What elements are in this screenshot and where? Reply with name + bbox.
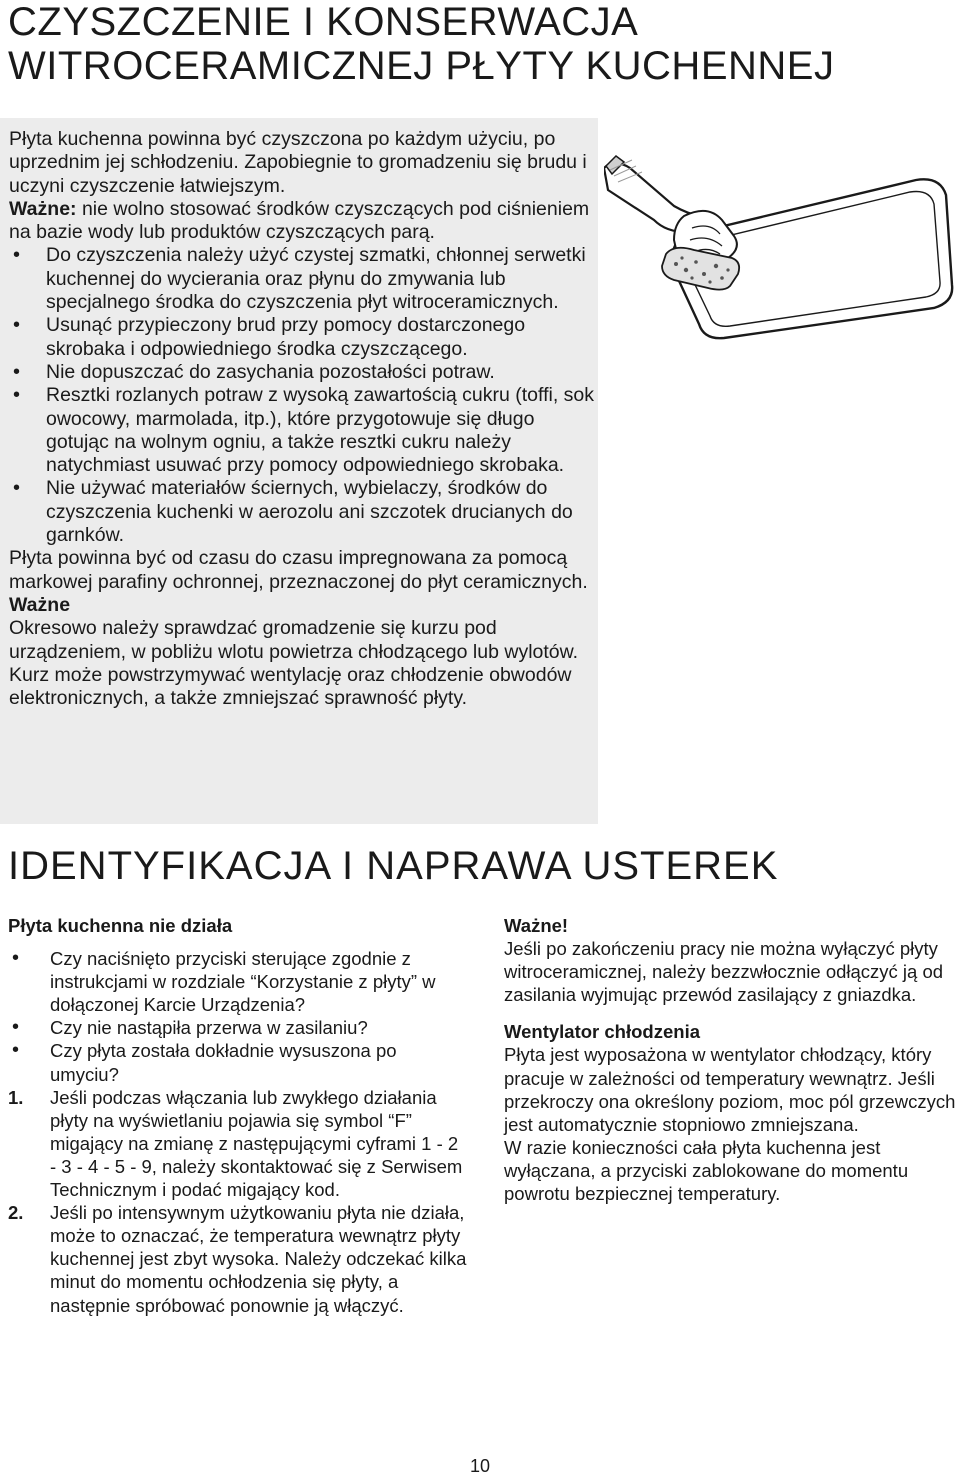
hob-not-working-heading: Płyta kuchenna nie działa — [8, 915, 233, 936]
check-bullets — [8, 947, 468, 1086]
troubleshooting-left-column — [8, 914, 468, 1317]
hand-cleaning-cooktop-icon — [604, 140, 956, 340]
step-text: Jeśli podczas włączania lub zwykłego działania płyty na wyświetlaniu pojawia się symbol “F” migający na zmianę z następującymi cyframi 1 - 2 - 3 - 4 - 5 - 9, należy skontaktować się z Serwisem Technicznym i podać migający kod. — [50, 1086, 463, 1201]
list-item: • Czy naciśnięto przyciski sterujące zgodnie z instrukcjami w rozdziale “Korzystanie z płyty” w dołączonej Karcie Urządzenia? — [8, 947, 468, 1016]
intro-paragraph: Płyta kuchenna powinna być czyszczona po każdym użyciu, po uprzednim jej schłodzeniu. Zapobiegnie to gromadzeniu się brudu i uczyni czyszczenie łatwiejszym. — [9, 128, 587, 197]
list-item — [8, 1201, 468, 1316]
important-paragraph: Okresowo należy sprawdzać gromadzenie się kurzu pod urządzeniem, w pobliżu wlotu powietrza chłodzącego lub wylotów. Kurz może powstrzymywać wentylację oraz chłodzenie obwodów elektronicznych, a także zmniejszać sprawność płyty. — [9, 617, 579, 710]
title-line-1: CZYSZCZENIE I KONSERWACJA — [8, 0, 639, 44]
paraffin-paragraph: Płyta powinna być od czasu do czasu impregnowana za pomocą markowej parafiny ochronnej, przeznaczonej do płyt ceramicznych. — [9, 547, 588, 593]
list-item: • Do czyszczenia należy użyć czystej szmatki, chłonnej serwetki kuchennej do wycierania oraz płynu do zmywania lub specjalnego środka do czyszczenia płyt witroceramicznych. — [9, 244, 599, 314]
important-paragraph-2: Jeśli po zakończeniu pracy nie można wyłączyć płyty witroceramicznej, należy bezzwłocznie odłączyć ją od zasilania wyjmując przewód zasilający z gniazdka. — [504, 938, 944, 1006]
numbered-steps — [8, 1086, 468, 1317]
important-heading-text: Ważne — [9, 593, 71, 616]
step-number: 1. — [8, 1086, 24, 1108]
list-item: • Nie używać materiałów ściernych, wybielaczy, środków do czyszczenia kuchenki w aerozolu ani szczotek drucianych do garnków. — [9, 477, 599, 547]
section-title-troubleshooting: IDENTYFIKACJA I NAPRAWA USTEREK — [8, 844, 779, 888]
fan-heading: Wentylator chłodzenia — [504, 1021, 700, 1043]
list-item: • Czy płyta została dokładnie wysuszona po umyciu? — [8, 1039, 468, 1085]
step-number: 2. — [8, 1202, 24, 1224]
cleaning-bullets — [9, 244, 599, 547]
step-text: Jeśli po intensywnym użytkowaniu płyta nie działa, może to oznaczać, że temperatura wewnątrz płyty kuchennej jest zbyt wysoka. Należy odczekać kilka minut do momentu ochłodzenia się płyty, a następnie spróbować ponownie ją włączyć. — [50, 1202, 467, 1316]
warning-text: nie wolno stosować środków czyszczących pod ciśnieniem na bazie wody lub produktów czyszczących parą. — [9, 197, 590, 244]
troubleshooting-right-column — [504, 914, 956, 1205]
fan-paragraph-1: Płyta jest wyposażona w wentylator chłodzący, który pracuje w zależności od temperatury wewnątrz. Jeśli przekroczy ona określony poziom, moc pól grzewczych jest automatycznie stopniowo zmniejszana. — [504, 1044, 956, 1135]
cleaning-content — [9, 128, 599, 710]
list-item — [8, 1086, 468, 1201]
page-number: 10 — [469, 1456, 491, 1476]
list-item: • Nie dopuszczać do zasychania pozostałości potraw. — [9, 361, 599, 384]
important-heading — [9, 594, 599, 617]
important-heading-2: Ważne! — [504, 915, 569, 936]
list-item: • Resztki rozlanych potraw z wysoką zawartością cukru (toffi, sok owocowy, marmolada, itp.), które przygotowuje się długo gotując na wolnym ogniu, a także resztki cukru należy natychmiast usuwać przy pomocy odpowiedniego skrobaka. — [9, 384, 599, 477]
warning-label: Ważne: — [9, 197, 77, 220]
pressure-warning — [9, 198, 599, 245]
fan-paragraph-2: W razie konieczności cała płyta kuchenna jest wyłączana, a przyciski zablokowane do momentu powrotu bezpiecznej temperatury. — [504, 1136, 909, 1205]
section-title-cleaning — [8, 0, 948, 88]
list-item: • Usunąć przypieczony brud przy pomocy dostarczonego skrobaka i odpowiedniego środka czyszczącego. — [9, 314, 599, 361]
list-item: • Czy nie nastąpiła przerwa w zasilaniu? — [8, 1016, 468, 1039]
title-line-2: WITROCERAMICZNEJ PŁYTY KUCHENNEJ — [8, 44, 835, 88]
